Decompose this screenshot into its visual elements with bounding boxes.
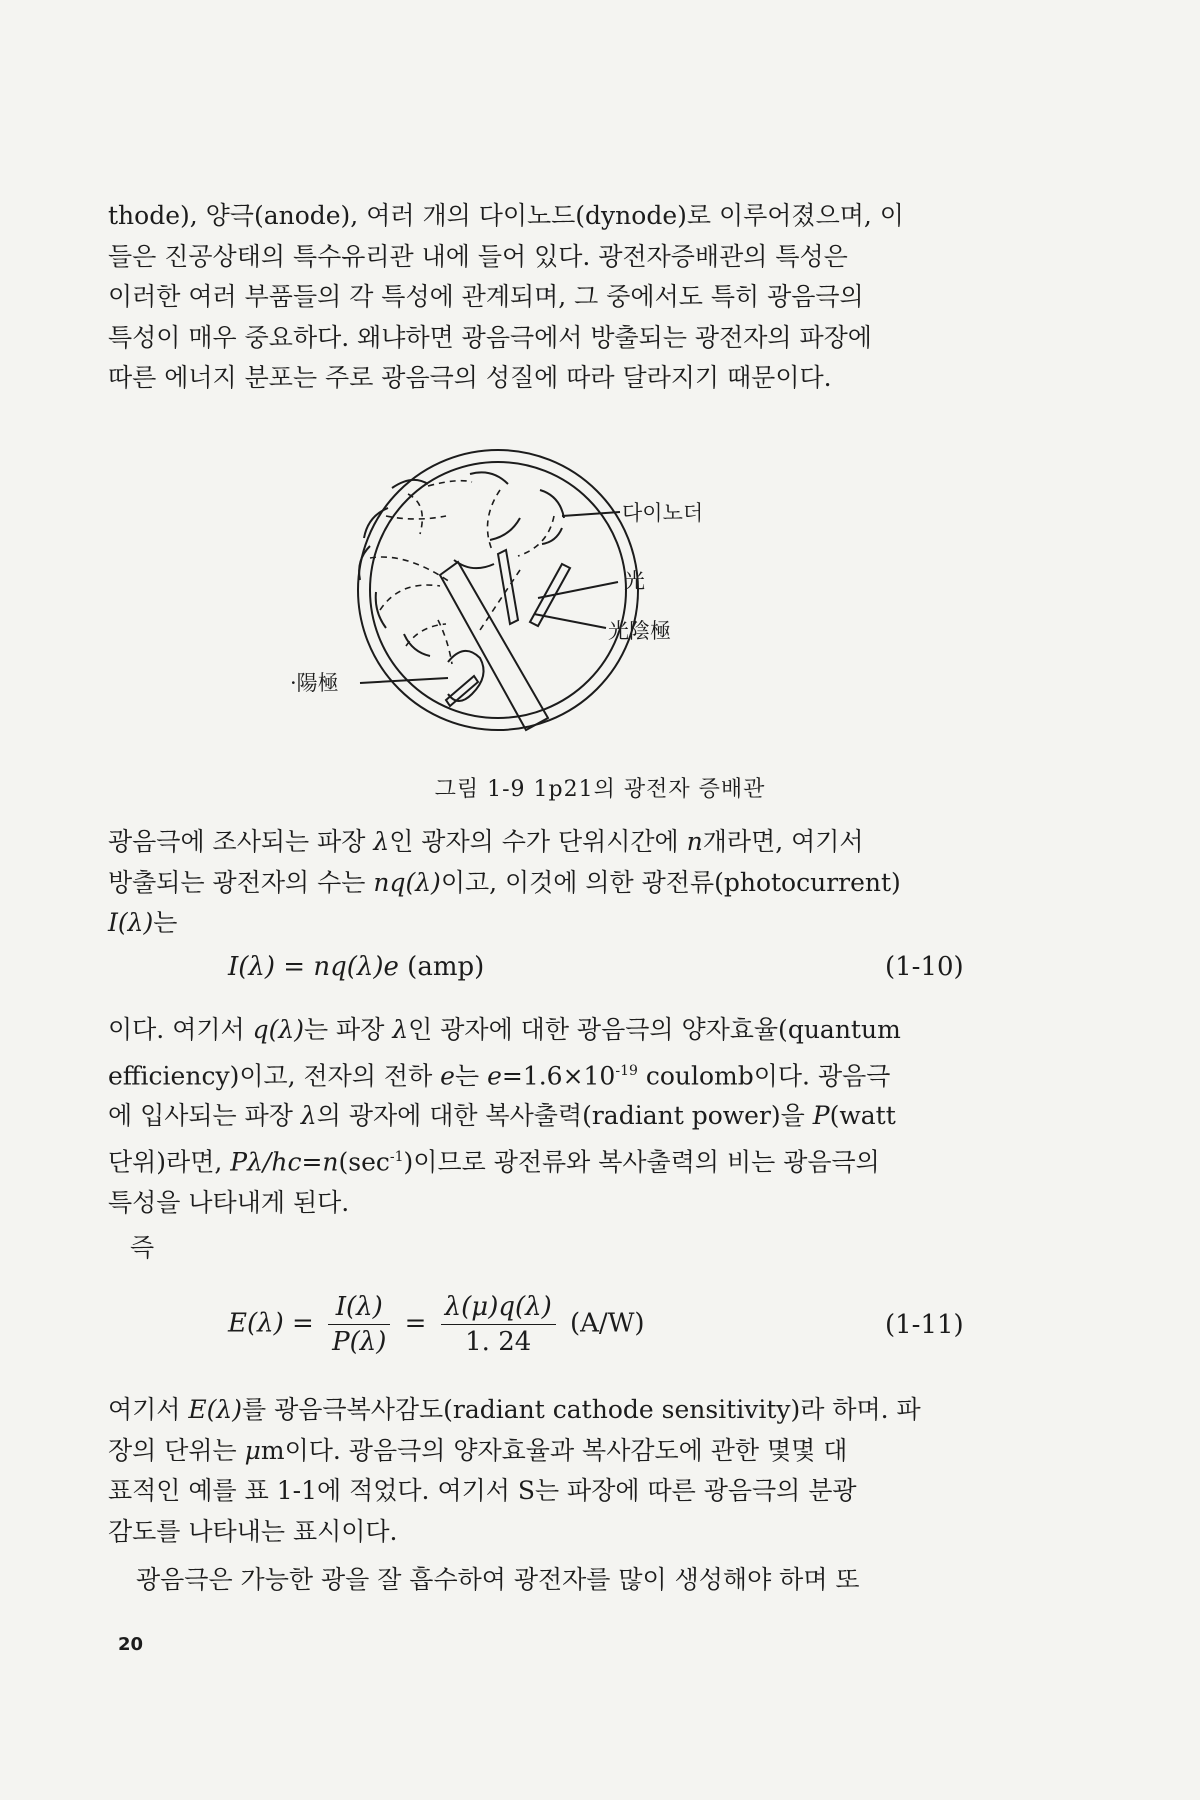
electron-path	[386, 516, 446, 519]
electron-path	[488, 490, 501, 550]
text-line: 광음극에 조사되는 파장 λ인 광자의 수가 단위시간에 n개라면, 여기서	[108, 827, 864, 856]
text-line: 표적인 예를 표 1-1에 적었다. 여기서 S는 파장에 따른 광음극의 분광	[108, 1476, 857, 1505]
text-line: 따른 에너지 분포는 주로 광음극의 성질에 따라 달라지기 때문이다.	[108, 363, 832, 392]
light-label: 光	[624, 569, 645, 593]
electron-path	[408, 494, 422, 534]
text-line: 감도를 나타내는 표시이다.	[108, 1516, 398, 1546]
electron-path	[438, 620, 452, 664]
figure-caption: 그림 1-9 1p21의 광전자 증배관	[434, 777, 766, 802]
intro-paragraph	[108, 196, 1028, 399]
fraction-current-power: $\frac{I(\lambda)}{P(\lambda)}$	[328, 1290, 390, 1359]
photocathode-leader	[534, 614, 606, 628]
dynode-leader	[562, 512, 620, 516]
dynode-rod	[498, 550, 518, 624]
electron-path	[380, 585, 440, 610]
paragraph-quantum-efficiency	[108, 1010, 1028, 1223]
text-line: I(λ)는	[108, 908, 178, 937]
equation-number: (1-10)	[885, 952, 964, 982]
jeuk-marker: 즉	[130, 1233, 155, 1262]
anode-label: ·陽極	[290, 671, 339, 695]
paragraph-photon-count	[108, 822, 1028, 944]
dynode	[470, 472, 508, 484]
page-number: 20	[118, 1634, 144, 1655]
text-line: 여기서 E(λ)를 광음극복사감도(radiant cathode sensitivity)라 하며. 파	[108, 1395, 921, 1424]
text-line: 에 입사되는 파장 λ의 광자에 대한 복사출력(radiant power)을 P(watt	[108, 1101, 896, 1131]
fraction-wavelength: $\frac{\lambda(\mu)q(\lambda)}{1. 24}$	[441, 1290, 556, 1359]
paragraph-radiant-sensitivity	[108, 1390, 1028, 1552]
electron-path	[370, 557, 450, 582]
text-line: 특성을 나타내게 된다.	[108, 1187, 350, 1217]
photocathode-rod	[440, 562, 548, 730]
equation-number: (1-11)	[885, 1310, 964, 1340]
paragraph-photocathode-absorb	[108, 1560, 1028, 1601]
dynode	[490, 518, 520, 540]
text-line: 특성이 매우 중요하다. 왜냐하면 광음극에서 방출되는 광전자의 파장에	[108, 322, 872, 352]
photomultiplier-diagram	[290, 450, 830, 750]
text-line: 장의 단위는 μm이다. 광음극의 양자효율과 복사감도에 관한 몇몇 대	[108, 1435, 848, 1465]
text-line: 방출되는 광전자의 수는 nq(λ)이고, 이것에 의한 광전류(photocurrent)	[108, 867, 901, 897]
equation-1-10: I(λ) = nq(λ)e (amp)	[228, 952, 485, 982]
equation-1-11: E(λ) = $\frac{I(\lambda)}{P(\lambda)}$ = $\frac{\lambda(\mu)q(\lambda)}{1. 24}$ (A/W)	[228, 1292, 645, 1357]
text-line: 이다. 여기서 q(λ)는 파장 λ인 광자에 대한 광음극의 양자효율(quantum	[108, 1015, 901, 1044]
photocathode-label: 光陰極	[608, 619, 671, 643]
text-line: 이러한 여러 부품들의 각 특성에 관계되며, 그 중에서도 특히 광음극의	[108, 282, 864, 311]
electron-path	[406, 624, 446, 646]
dynode-label: 다이노더	[622, 501, 704, 525]
text-line: efficiency)이고, 전자의 전하 e는 $e=1.6\times 10^{-19}$ coulomb이다. 광음극	[108, 1060, 891, 1090]
dynode	[404, 634, 430, 656]
text-line: thode), 양극(anode), 여러 개의 다이노드(dynode)로 이루어졌으며, 이	[108, 201, 904, 230]
text-line: 광음극은 가능한 광을 잘 흡수하여 광전자를 많이 생성해야 하며 또	[136, 1565, 860, 1594]
dynode	[359, 546, 370, 580]
electron-path	[518, 516, 554, 556]
text-line: 들은 진공상태의 특수유리관 내에 들어 있다. 광전자증배관의 특성은	[108, 241, 848, 271]
text-line: 단위)라면, $P\lambda/hc=n(\sec^{-1})$이므로 광전류와 복사출력의 비는 광음극의	[108, 1147, 880, 1177]
electron-path	[428, 481, 472, 486]
anode-leader	[360, 678, 448, 683]
dynode	[540, 490, 564, 518]
